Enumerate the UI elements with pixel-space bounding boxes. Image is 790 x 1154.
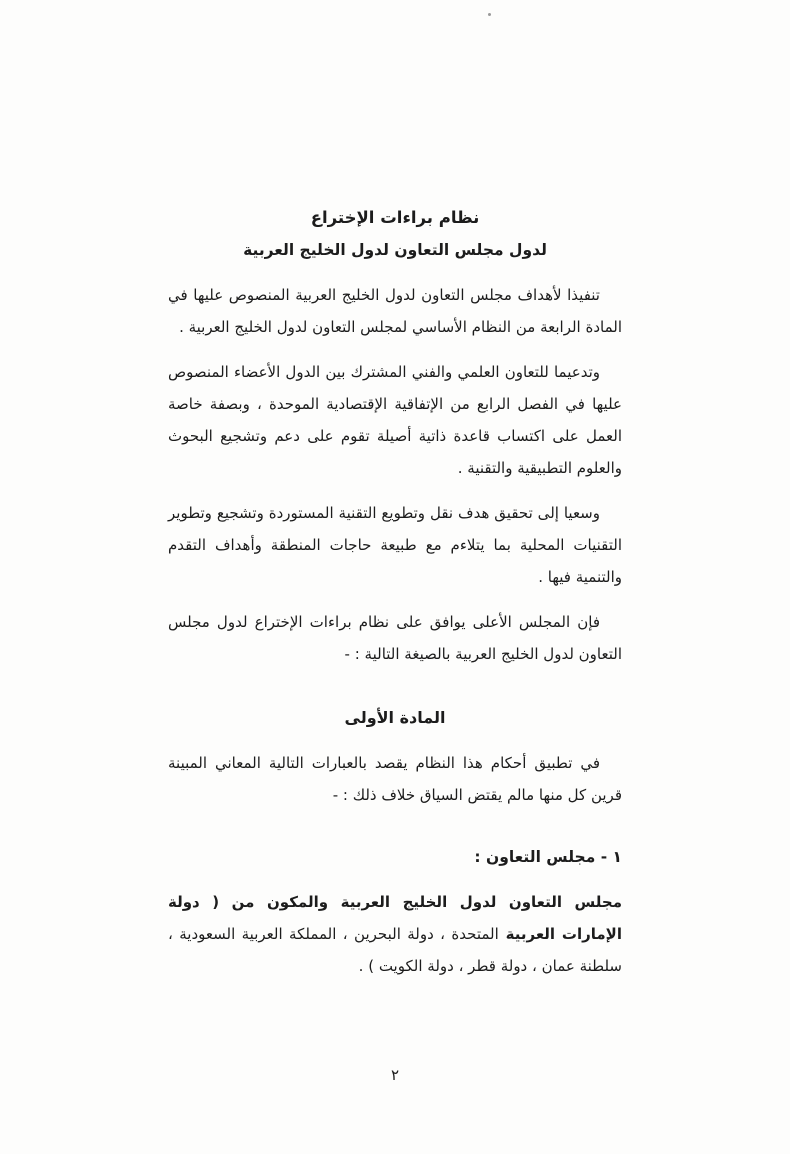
definition-item-1-heading: ١ - مجلس التعاون : <box>474 848 622 866</box>
definition-item-1-rest: المتحدة ، دولة البحرين ، المملكة العربية السعودية ، سلطنة عمان ، دولة قطر ، دولة الكويت ) . <box>168 925 622 975</box>
preamble-paragraph-3: وسعيا إلى تحقيق هدف نقل وتطويع التقنية المستوردة وتشجيع وتطوير التقنيات المحلية بما يتلاءم مع طبيعة حاجات المنطقة وأهداف التقدم والتنمية فيها . <box>168 504 622 586</box>
scan-speck <box>488 13 491 16</box>
document-title-line1: نظام براءات الإختراع <box>310 208 480 227</box>
preamble-paragraph-4: فإن المجلس الأعلى يوافق على نظام براءات الإختراع لدول مجلس التعاون لدول الخليج العربية بالصيغة التالية : - <box>168 613 622 663</box>
article-1-heading: المادة الأولى <box>344 708 446 727</box>
page-number: ٢ <box>390 1066 400 1084</box>
document-title-line2: لدول مجلس التعاون لدول الخليج العربية <box>243 241 547 259</box>
preamble-paragraph-2: وتدعيما للتعاون العلمي والفني المشترك بين الدول الأعضاء المنصوص عليها في الفصل الرابع من الإتفاقية الإقتصادية الموحدة ، وبصفة خاصة العمل على اكتساب قاعدة ذاتية أصيلة تقوم على دعم وتشجيع البحوث والعلوم التطبيقية والتقنية . <box>168 363 622 477</box>
preamble-paragraph-1: تنفيذا لأهداف مجلس التعاون لدول الخليج العربية المنصوص عليها في المادة الرابعة من النظام الأساسي لمجلس التعاون لدول الخليج العربية . <box>168 286 622 336</box>
document-content <box>168 202 622 982</box>
definition-item-1-body <box>168 886 622 982</box>
definition-item-1-lead: مجلس التعاون لدول الخليج العربية والمكون من ( دولة الإمارات العربية <box>168 893 622 943</box>
article-1-intro: في تطبيق أحكام هذا النظام يقصد بالعبارات التالية المعاني المبينة قرين كل منها مالم يقتض السياق خلاف ذلك : - <box>168 754 622 804</box>
